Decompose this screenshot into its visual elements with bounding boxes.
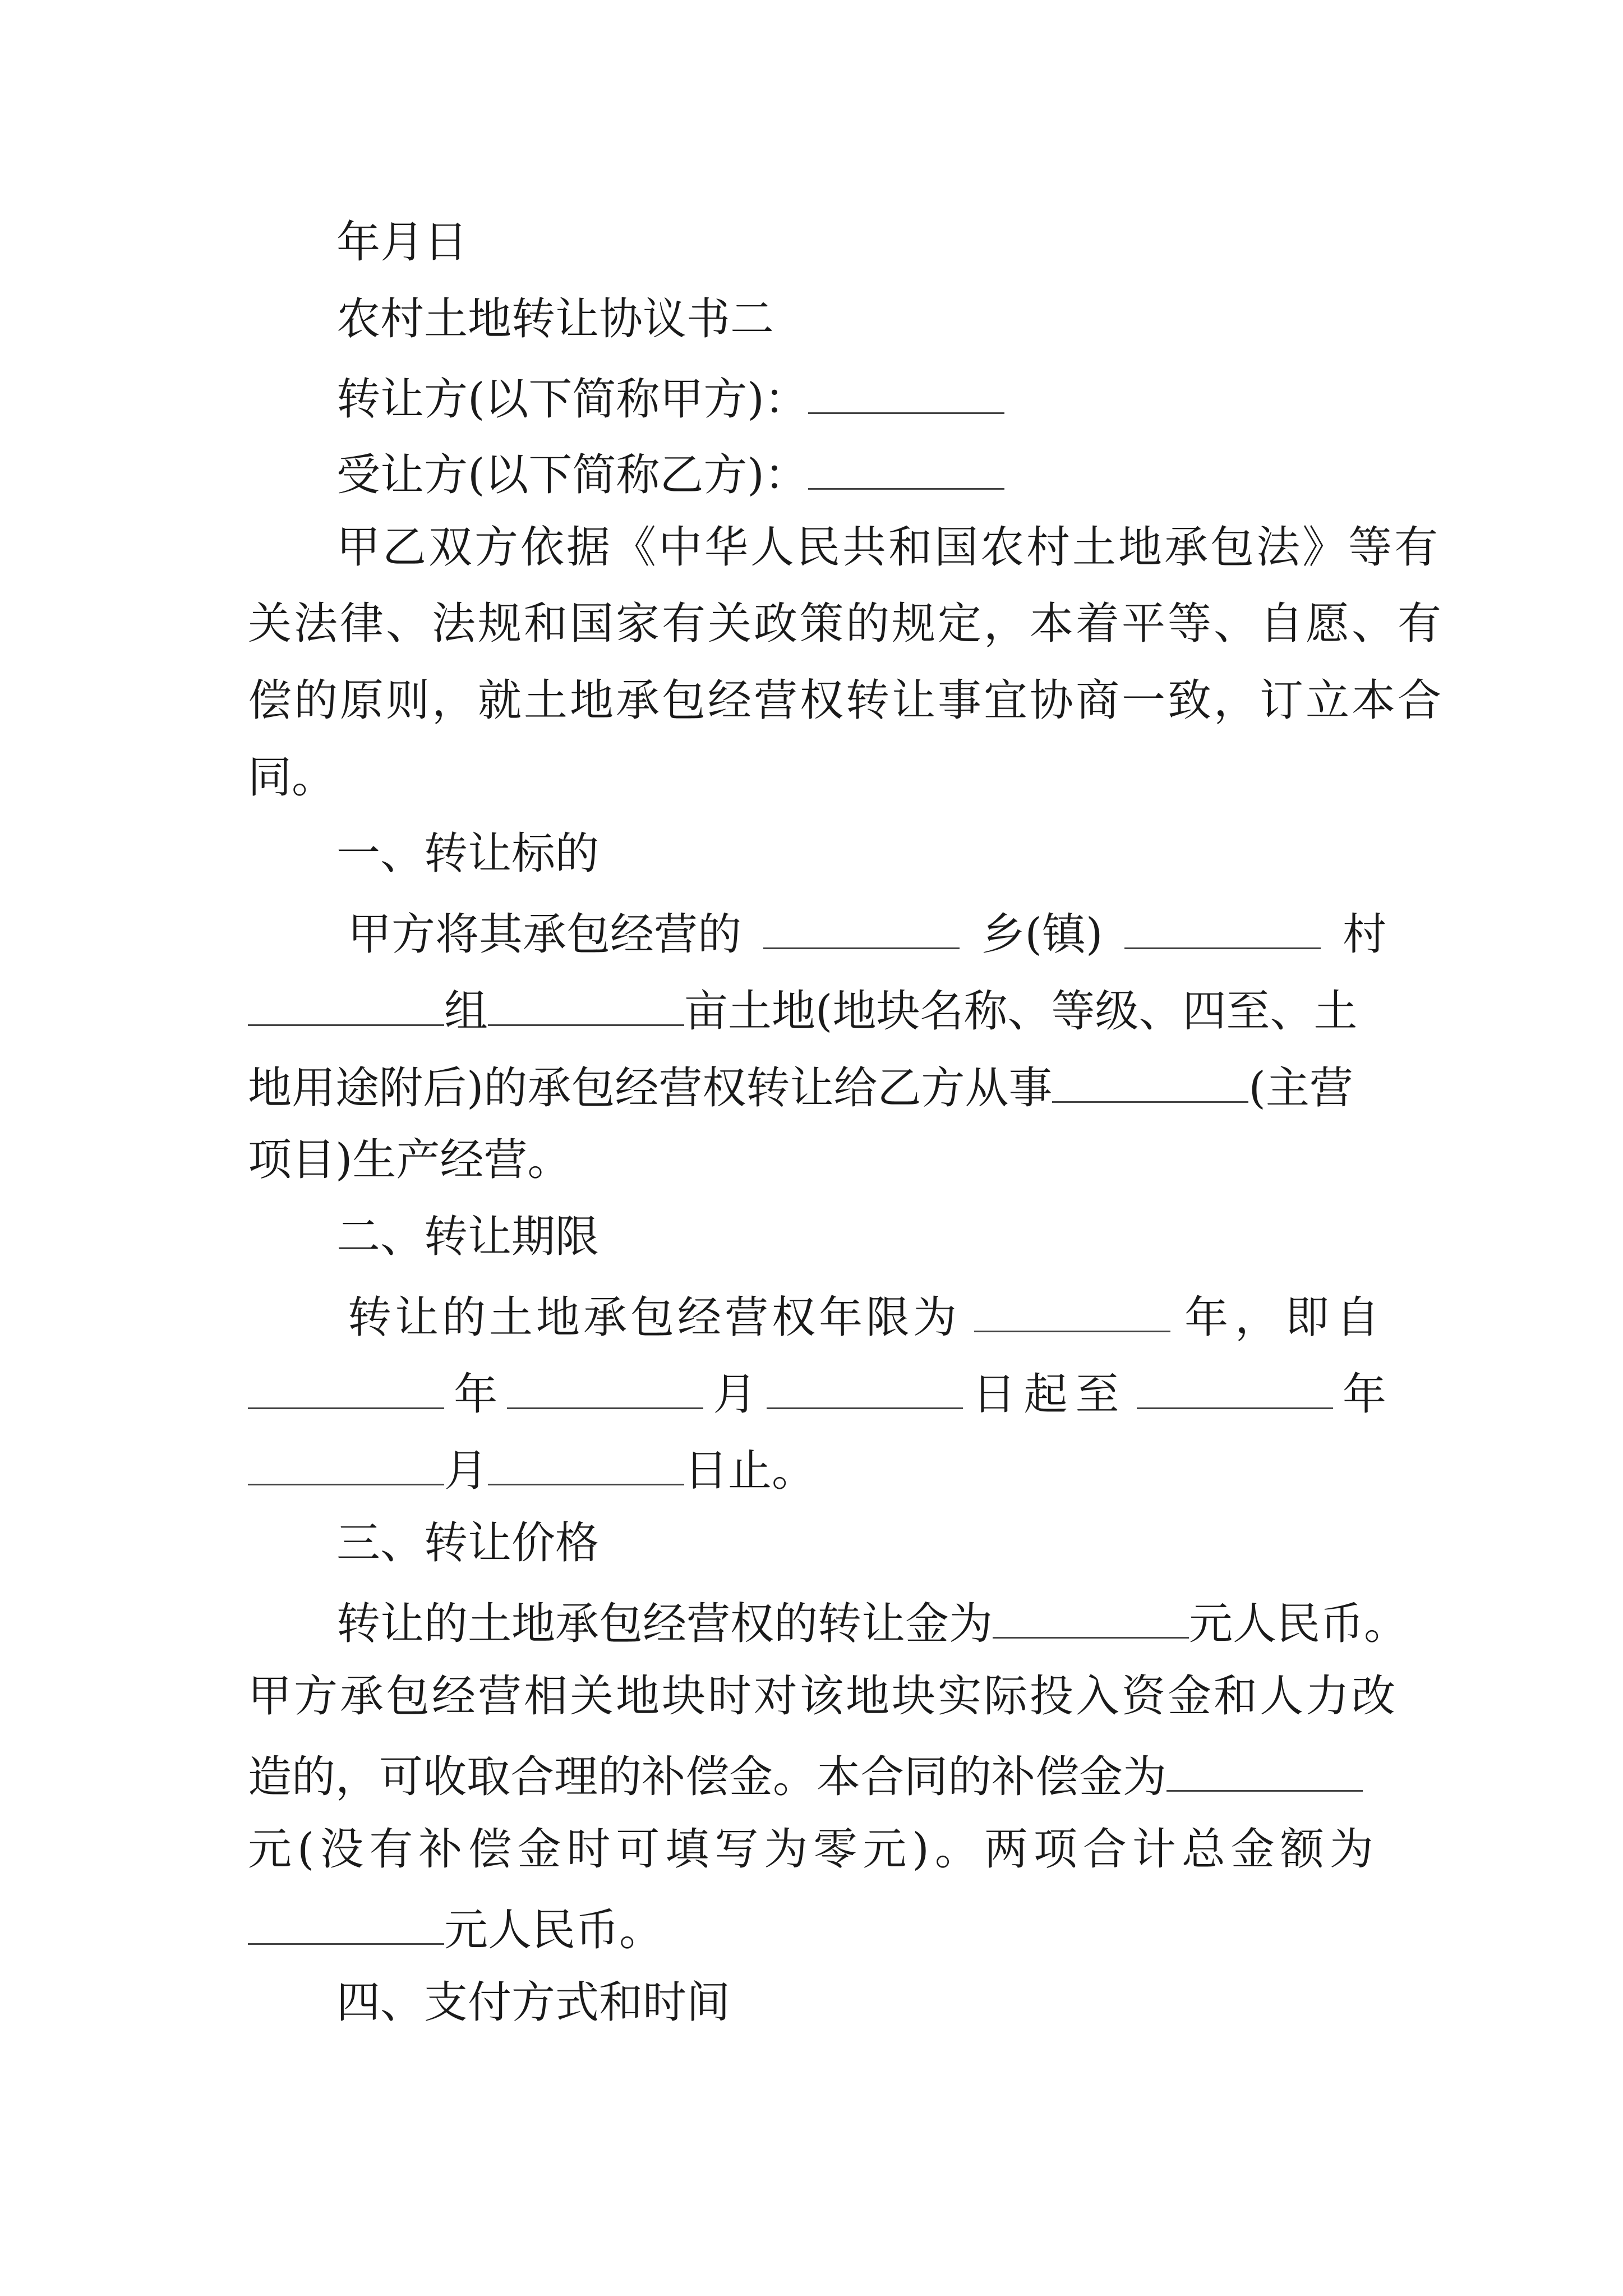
s2-year-2: 年 [1342, 1369, 1386, 1420]
section-1-line-1 [348, 908, 1386, 960]
s3-text-c: 造的，可收取合理的补偿金。本合同的补偿金为 [248, 1752, 1167, 1802]
section-1-line-3 [248, 1062, 1353, 1114]
group-blank[interactable] [248, 985, 444, 1026]
s2-year: 年 [454, 1369, 498, 1420]
s2-month: 月 [713, 1369, 757, 1420]
section-3-line-5 [248, 1904, 663, 1955]
section-2-line-2 [248, 1368, 1386, 1420]
preamble-line-4: 同。 [248, 752, 336, 803]
s2-day: 日起至 [972, 1369, 1127, 1420]
acreage-blank[interactable] [488, 985, 684, 1026]
s2-text-b: 年，即自 [1184, 1292, 1386, 1343]
village-blank[interactable] [1124, 908, 1321, 949]
section-2-heading: 二、转让期限 [336, 1212, 600, 1262]
section-3-line-1 [336, 1598, 1408, 1649]
total-amount-blank[interactable] [248, 1904, 444, 1945]
party-a-blank[interactable] [808, 373, 1004, 414]
term-years-blank[interactable] [974, 1291, 1170, 1332]
section-3-heading: 三、转让价格 [336, 1518, 600, 1568]
section-4-heading: 四、支付方式和时间 [336, 1977, 731, 2028]
party-b-blank[interactable] [808, 449, 1004, 490]
party-a-label: 转让方(以下简称甲方)： [336, 374, 808, 425]
s2-month-2: 月 [444, 1446, 488, 1496]
s1-text-e: 亩土地(地块名称、等级、四至、土 [684, 986, 1358, 1037]
party-b-label: 受让方(以下简称乙方)： [336, 450, 808, 500]
section-1-line-4: 项目)生产经营。 [248, 1135, 571, 1185]
section-3-line-2: 甲方承包经营相关地块时对该地块实际投入资金和人力改 [248, 1671, 1398, 1722]
s3-text-b: 元人民币。 [1189, 1599, 1408, 1649]
s1-text-f: 地用途附后)的承包经营权转让给乙方从事 [248, 1063, 1053, 1114]
section-2-line-3 [248, 1444, 816, 1496]
township-blank[interactable] [763, 908, 960, 949]
section-3-line-3 [248, 1751, 1363, 1802]
section-3-line-4: 元(没有补偿金时可填写为零元)。两项合计总金额为 [248, 1824, 1379, 1875]
transfer-fee-blank[interactable] [993, 1598, 1189, 1639]
end-month-blank[interactable] [248, 1444, 444, 1485]
end-day-blank[interactable] [488, 1444, 684, 1485]
party-b-line [336, 449, 1004, 500]
s2-text-a: 转让的土地承包经营权年限为 [348, 1292, 961, 1343]
end-year-blank[interactable] [1137, 1368, 1333, 1409]
start-year-blank[interactable] [248, 1368, 444, 1409]
s3-text-a: 转让的土地承包经营权的转让金为 [336, 1599, 993, 1649]
party-a-line [336, 373, 1004, 425]
section-2-line-1 [348, 1291, 1386, 1343]
s1-text-d: 组 [444, 986, 488, 1037]
s1-text-g: (主营 [1248, 1063, 1353, 1114]
s1-text-b: 乡(镇) [981, 909, 1103, 960]
s2-end: 日止。 [684, 1446, 816, 1496]
main-business-blank[interactable] [1052, 1062, 1248, 1103]
preamble-line-1: 甲乙双方依据《中华人民共和国农村土地承包法》等有 [336, 522, 1441, 573]
preamble-line-2: 关法律、法规和国家有关政策的规定，本着平等、自愿、有 [248, 599, 1444, 649]
s1-text-c: 村 [1342, 909, 1386, 960]
start-day-blank[interactable] [767, 1368, 963, 1409]
s1-text-a: 甲方将其承包经营的 [348, 909, 742, 960]
section-1-heading: 一、转让标的 [336, 829, 600, 879]
date-line: 年月日 [336, 217, 468, 268]
compensation-blank[interactable] [1166, 1751, 1363, 1792]
s3-text-d: 元人民币。 [444, 1905, 663, 1955]
preamble-line-3: 偿的原则，就土地承包经营权转让事宜协商一致，订立本合 [248, 675, 1444, 726]
section-1-line-2 [248, 985, 1358, 1037]
document-title: 农村土地转让协议书二 [336, 294, 774, 344]
start-month-blank[interactable] [507, 1368, 703, 1409]
